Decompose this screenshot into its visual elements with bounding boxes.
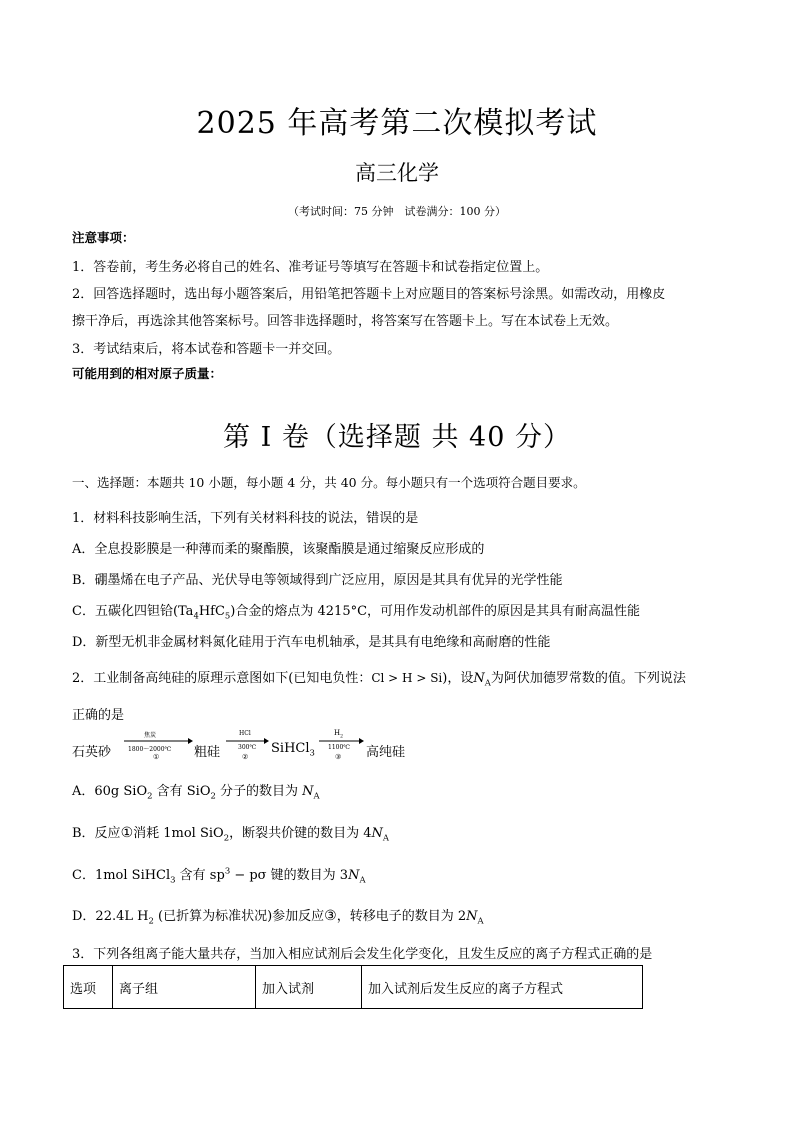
q2-d-step: ③ — [324, 908, 337, 924]
q2-b-na: N — [371, 826, 383, 841]
q2-stem — [72, 667, 686, 688]
q2-d-na-sub: A — [477, 915, 484, 926]
q1-c-sub-2: 5 — [224, 610, 231, 621]
q2-c-text-1: C．1mol SiHCl — [72, 868, 171, 883]
q1-c-text-3: )合金的熔点为 4215°C，可用作发动机部件的原因是其具有耐高温性能 — [230, 604, 641, 619]
q2-b-text-2: 消耗 1mol SiO — [133, 826, 224, 841]
q2-b-step: ① — [120, 825, 134, 841]
q2-stem-text-1: 2．工业制备高纯硅的原理示意图如下(已知电负性： — [72, 671, 372, 686]
q2-na-symbol: N — [473, 671, 485, 686]
q2-a-na: N — [302, 784, 314, 799]
q2-a-sub-2: 2 — [210, 790, 216, 801]
reaction-scheme — [72, 729, 472, 773]
q2-d-text-3: ，转移电子的数目为 2 — [336, 909, 467, 924]
q2-electronegativity: Cl > H > Si — [371, 671, 443, 685]
table-header-row — [64, 966, 643, 1009]
q2-a-text-3: 分子的数目为 — [215, 784, 303, 799]
notice-item-1: 1．答卷前，考生务必将自己的姓名、准考证号等填写在答题卡和试卷指定位置上。 — [72, 260, 549, 275]
arrow-1-reagent: 焦炭 — [144, 732, 157, 739]
q2-option-d — [72, 905, 484, 926]
q2-option-a — [72, 780, 320, 801]
q2-c-sub: 3 — [170, 874, 176, 885]
q2-c-text-2: 含有 sp — [175, 868, 225, 883]
arrow-2-condition: 300℃ — [238, 744, 257, 751]
q1-option-a: A．全息投影膜是一种薄而柔的聚酯膜，该聚酯膜是通过缩聚反应形成的 — [72, 542, 485, 557]
q2-a-text-1: A．60g SiO — [72, 784, 148, 799]
exam-info: （考试时间：75 分钟 试卷满分：100 分） — [288, 205, 506, 218]
q2-c-sup: 3 — [224, 865, 231, 876]
header-ion-group: 离子组 — [113, 966, 256, 1009]
q1-stem: 1．材料科技影响生活，下列有关材料科技的说法，错误的是 — [72, 511, 419, 526]
arrow-3-condition: 1100℃ — [328, 744, 350, 751]
q2-d-text-2: (已折算为标准状况)参加反应 — [153, 909, 325, 924]
q2-na-sub: A — [484, 677, 491, 688]
q3-options-table — [63, 965, 643, 1009]
q2-option-c — [72, 864, 366, 885]
arrow-2-step: ② — [242, 753, 249, 761]
q2-b-text-3: ，断裂共价键的数目为 4 — [229, 826, 372, 841]
species-crude-silicon: 粗硅 — [194, 745, 221, 760]
sihcl3-text: SiHCl — [271, 741, 310, 756]
q1-c-text-2: HfC — [198, 604, 225, 619]
q3-stem: 3．下列各组离子能大量共存，当加入相应试剂后会发生化学变化，且发生反应的离子方程式正确的是 — [72, 947, 653, 962]
q2-a-sub-1: 2 — [147, 790, 153, 801]
header-ionic-equation: 加入试剂后发生反应的离子方程式 — [362, 966, 643, 1009]
q2-a-na-sub: A — [313, 790, 320, 801]
sihcl3-sub: 3 — [309, 747, 315, 758]
header-option: 选项 — [64, 966, 113, 1009]
q1-option-b: B．硼墨烯在电子产品、光伏导电等领域得到广泛应用，原因是其具有优异的光学性能 — [72, 573, 563, 588]
q2-stem-text-3: 为阿伏加德罗常数的值。下列说法 — [490, 671, 686, 686]
exam-title: 2025 年高考第二次模拟考试 — [196, 106, 598, 141]
arrow-3-reagent-sub: 2 — [340, 734, 344, 740]
section-title: 第 I 卷（选择题 共 40 分） — [223, 422, 571, 453]
notice-heading: 注意事项： — [72, 230, 135, 245]
subject-title: 高三化学 — [355, 161, 439, 185]
species-sihcl3 — [271, 741, 315, 758]
q2-c-na: N — [348, 868, 360, 883]
notice-item-2-line-1: 2．回答选择题时，选出每小题答案后，用铅笔把答题卡上对应题目的答案标号涂黑。如需改动，用橡皮 — [72, 287, 666, 302]
q2-stem-text-2: )，设 — [442, 671, 474, 686]
header-reagent: 加入试剂 — [256, 966, 362, 1009]
q2-b-sub: 2 — [223, 832, 230, 843]
species-quartz-sand: 石英砂 — [72, 745, 112, 760]
q2-stem-line-2: 正确的是 — [72, 708, 125, 723]
q2-a-text-2: 含有 SiO — [152, 784, 211, 799]
q2-b-na-sub: A — [382, 832, 389, 843]
q2-c-text-3: − pσ 键的数目为 3 — [230, 868, 349, 883]
q1-c-sub-1: 4 — [193, 610, 199, 621]
species-pure-silicon: 高纯硅 — [366, 745, 406, 760]
arrow-1-step: ① — [153, 753, 160, 761]
arrow-3-step: ③ — [335, 753, 342, 761]
arrow-2-reagent: HCl — [239, 730, 251, 737]
q1-option-d: D．新型无机非金属材料氮化硅用于汽车电机轴承，是其具有电绝缘和高耐磨的性能 — [72, 635, 551, 650]
q2-d-na: N — [466, 909, 478, 924]
q2-option-b — [72, 822, 389, 843]
q2-d-sub: 2 — [148, 915, 154, 926]
notice-item-2-line-2: 擦干净后，再选涂其他答案标号。回答非选择题时，将答案写在答题卡上。写在本试卷上无效。 — [72, 314, 619, 329]
arrow-1-condition: 1800～2000℃ — [128, 746, 172, 753]
q2-b-text-1: B．反应 — [72, 826, 121, 841]
q2-d-text-1: D．22.4L H — [72, 909, 149, 924]
atomic-mass-heading: 可能用到的相对原子质量： — [72, 366, 223, 381]
q1-option-c — [72, 600, 640, 621]
q2-c-na-sub: A — [359, 874, 366, 885]
q1-c-text-1: C．五碳化四钽铪(Ta — [72, 604, 194, 619]
section-instructions: 一、选择题：本题共 10 小题，每小题 4 分，共 40 分。每小题只有一个选项符合题目要求。 — [72, 475, 586, 490]
notice-item-3: 3．考试结束后，将本试卷和答题卡一并交回。 — [72, 342, 341, 357]
arrow-3-reagent-text: H — [334, 729, 341, 737]
